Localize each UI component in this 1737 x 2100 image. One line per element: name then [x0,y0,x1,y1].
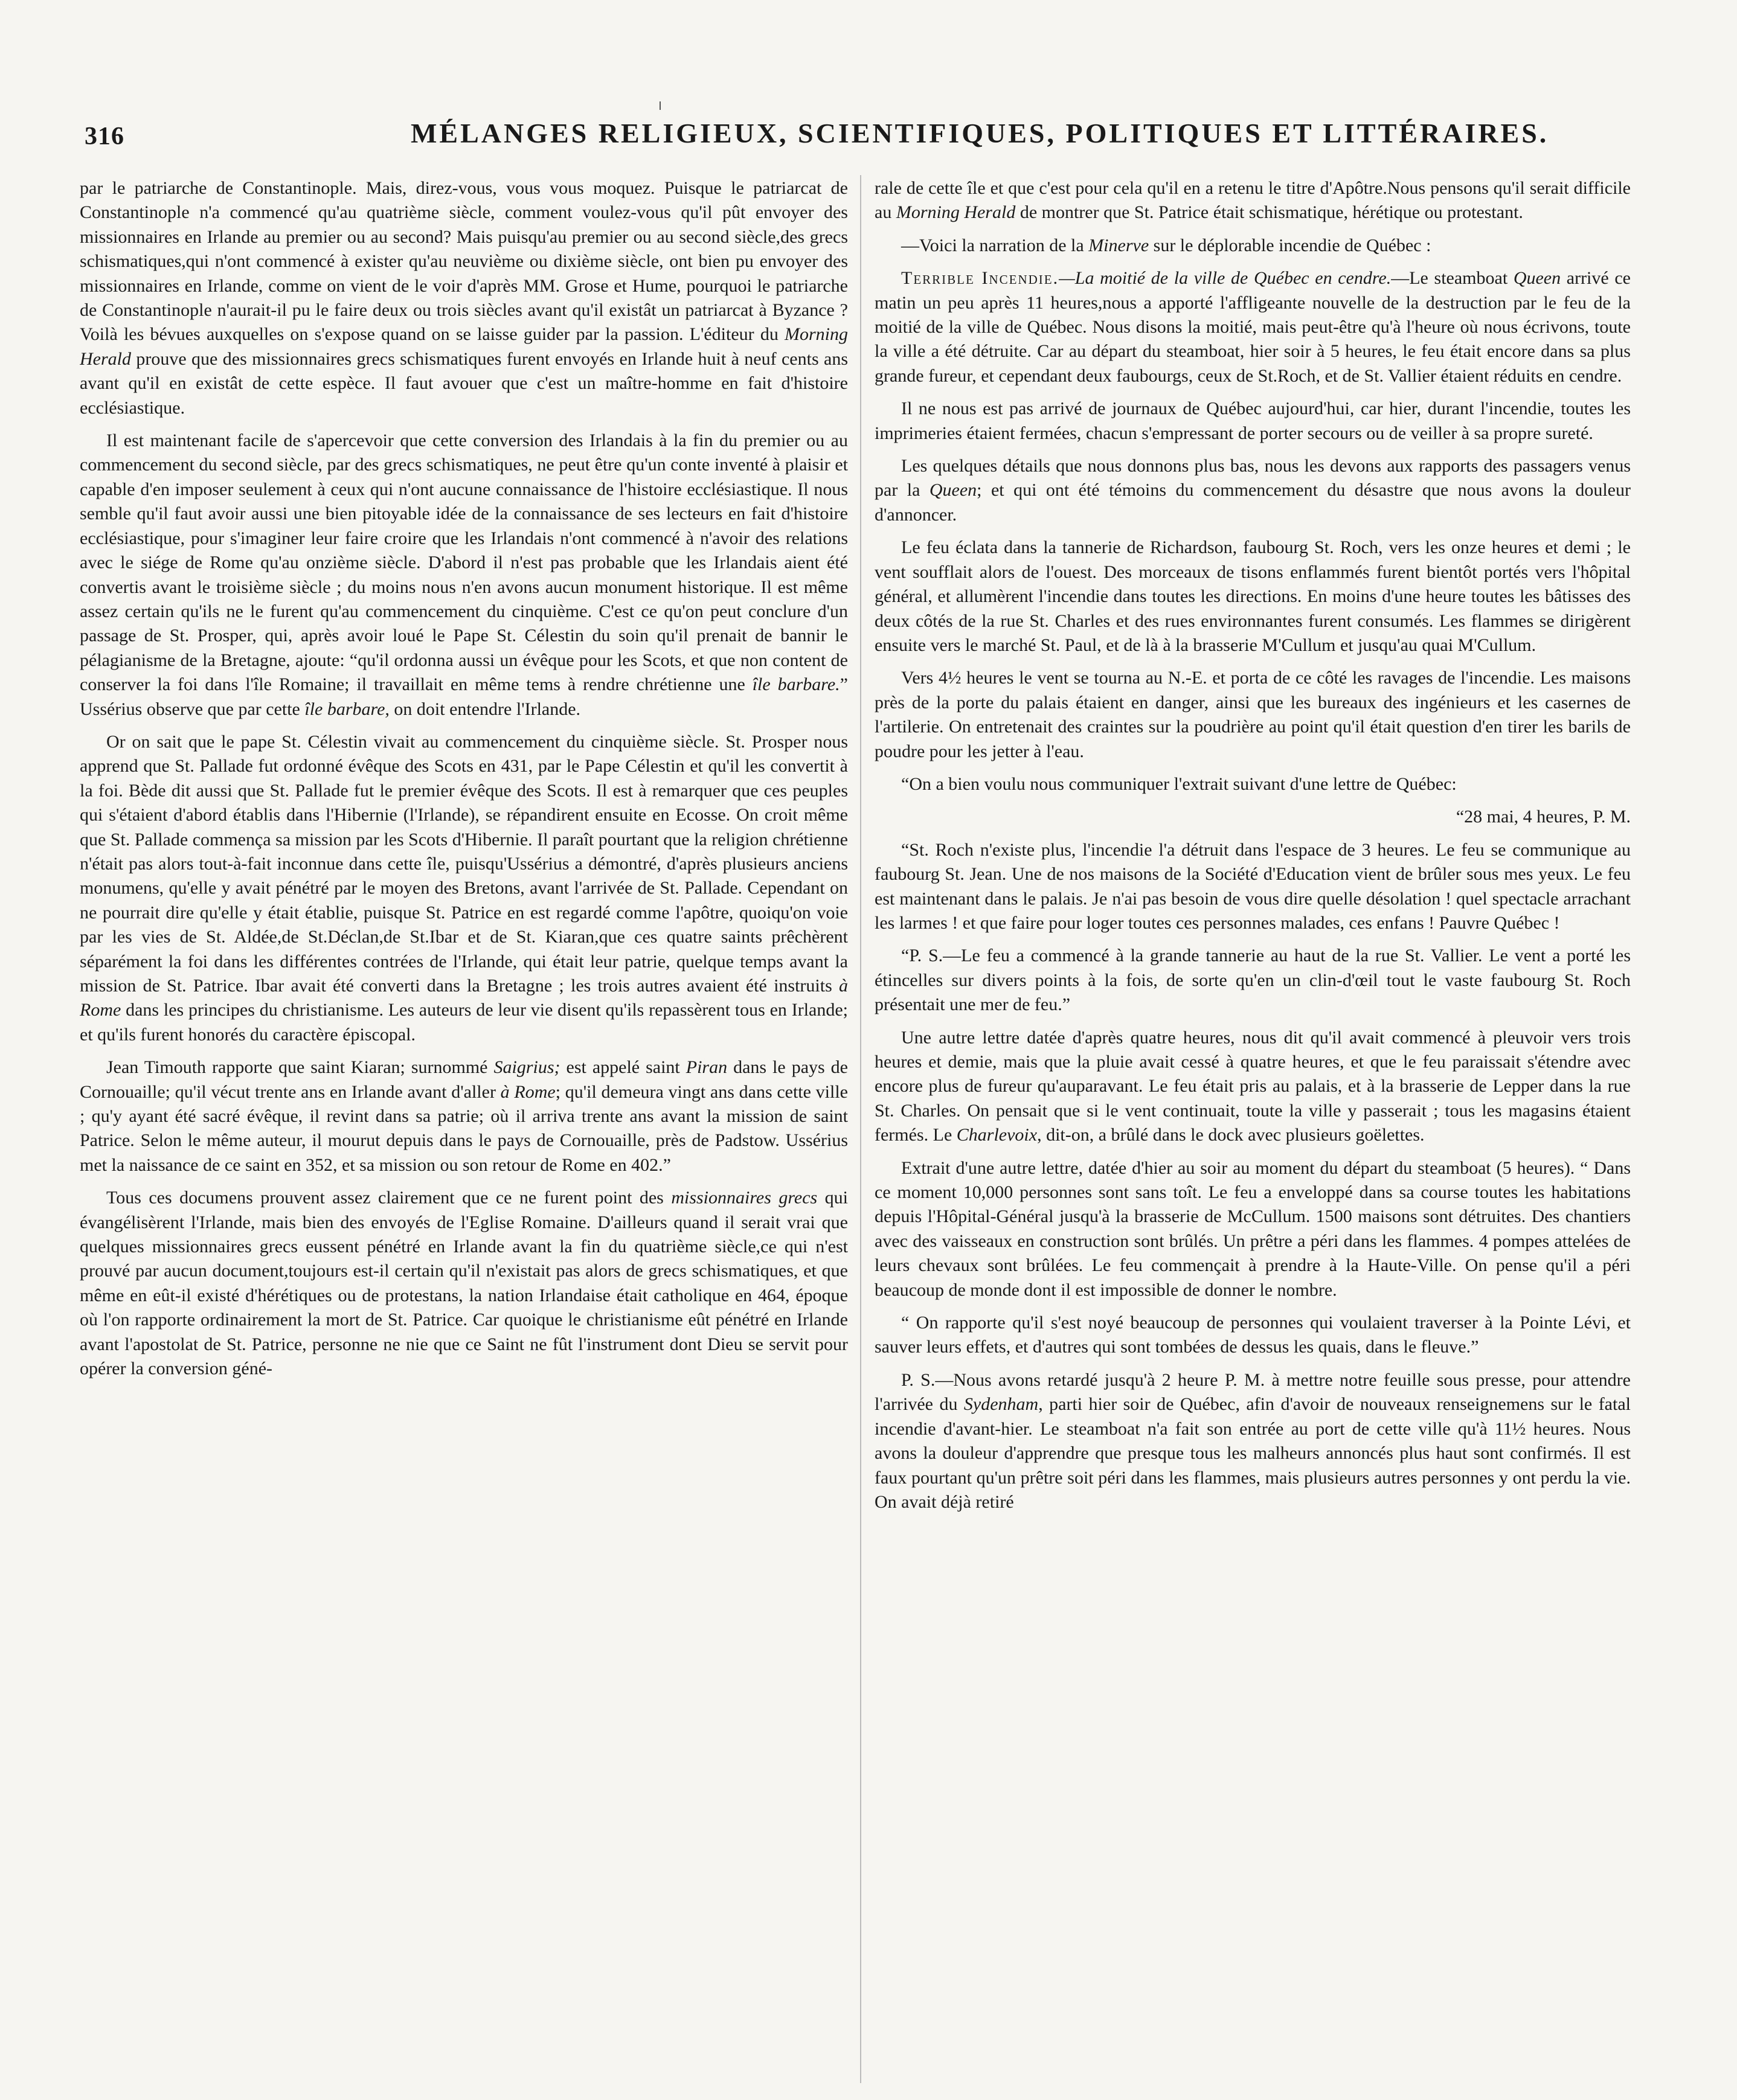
left-column [80,176,848,2048]
paragraph: “P. S.—Le feu a commencé à la grande tannerie au haut de la rue St. Vallier. Le vent a porté les étincelles sur divers points à la fois, de sorte qu'en un clin-d'œil tout le vaste faubourg St. Roch présentait une mer de feu.” [875,946,1631,1015]
paragraph: Le feu éclata dans la tannerie de Richardson, faubourg St. Roch, vers les onze heures et demi ; le vent soufflait alors de l'ouest. Des morceaux de tisons enflammés furent bientôt portés vers l'hôpital général, et allumèrent l'incendie dans toutes les directions. En moins d'une heure toutes les bâtisses des deux côtés de la rue St. Charles et des rues environnantes furent consumés. Les flammes se dirigèrent ensuite vers le marché St. Paul, et de là à la brasserie M'Cullum et jusqu'au quai M'Cullum. [875,537,1631,655]
paragraph: rale de cette île et que c'est pour cela qu'il en a retenu le titre d'Apôtre.Nous pensons qu'il serait difficile au Morning Herald de montrer que St. Patrice était schismatique, hérétique ou protestant. [875,178,1631,223]
page-header [72,116,1619,158]
right-column [875,176,1631,2060]
page-number: 316 [85,123,124,150]
letter-dateline: “28 mai, 4 heures, P. M. [1456,807,1631,827]
paragraph: Il ne nous est pas arrivé de journaux de Québec aujourd'hui, car hier, durant l'incendie, toutes les imprimeries étaient fermées, chacun s'empressant de porter secours ou de veiller à sa propre sureté. [875,399,1631,443]
paragraph: Jean Timouth rapporte que saint Kiaran; surnommé Saigrius; est appelé saint Piran dans le pays de Cornouaille; qu'il vécut trente ans en Irlande avant d'aller à Rome; qu'il demeura vingt ans dans cette ville ; qu'y ayant été sacré évêque, il revint dans sa patrie; où il arriva trente ans avant la mission de saint Patrice. Selon le même auteur, il mourut depuis dans le pays de Cornouaille, près de Padstow. Ussérius met la naissance de ce saint en 352, et sa mission ou son retour de Rome en 402.” [80,1057,848,1175]
paragraph: par le patriarche de Constantinople. Mais, direz-vous, vous vous moquez. Puisque le patriarcat de Constantinople n'a commencé qu'au quatrième siècle, comment voulez-vous qu'il pût envoyer des missionnaires en Irlande au premier ou au second? Mais puisqu'au premier ou au second siècle,des grecs schismatiques,qui n'ont commencé à exister qu'au neuvième ou dixième siècle, ont bien pu envoyer des missionnaires en Irlande, comme on vient de le voir d'après MM. Grose et Hume, pourquoi le patriarche de Constantinople n'aurait-il pu le faire deux ou trois siècles avant qu'il existât un patriarcat à Byzance ? Voilà les bévues auxquelles on s'expose quand on se laisse guider par la passion. L'éditeur du Morning Herald prouve que des missionnaires grecs schismatiques furent envoyés en Irlande huit à neuf cents ans avant qu'il en existât de cette espèce. Il faut avouer que c'est un maître-homme en fait d'histoire ecclésiastique. [80,178,848,418]
paragraph: P. S.—Nous avons retardé jusqu'à 2 heure P. M. à mettre notre feuille sous presse, pour attendre l'arrivée du Sydenham, parti hier soir de Québec, afin d'avoir de nouveaux renseignemens sur le fatal incendie d'avant-hier. Le steamboat n'a fait son entrée au port de cette ville qu'à 11½ heures. Nous avons la douleur d'apprendre que presque tous les malheurs annoncés plus haut sont confirmés. Il est faux pourtant qu'un prêtre soit péri dans les flammes, mais plusieurs autres personnes y ont perdu la vie. On avait déjà retiré [875,1369,1631,1512]
print-mark [660,101,661,110]
paragraph: Tous ces documens prouvent assez clairement que ce ne furent point des missionnaires grecs qui évangélisèrent l'Irlande, mais bien des envoyés de l'Eglise Romaine. D'ailleurs quand il serait vrai que quelques missionnaires grecs eussent pénétré en Irlande avant la fin du quatrième siècle,ce qui n'est prouvé par aucun document,toujours est-il certain qu'il n'existait pas alors de grecs schismatiques, et que même en eût-il existé d'hérétiques ou de protestans, la nation Irlandaise était catholique en 464, époque où l'on rapporte ordinairement la mort de St. Patrice. Car quoique le christianisme eût pénétré en Irlande avant l'apostolat de St. Patrice, personne ne nie que ce Saint ne fût l'instrument dont Dieu se servit pour opérer la conversion géné- [80,1188,848,1379]
paragraph: “St. Roch n'existe plus, l'incendie l'a détruit dans l'espace de 3 heures. Le feu se communique au faubourg St. Jean. Une de nos maisons de la Société d'Education vient de brûler sous mes yeux. Le feu est maintenant dans le palais. Je n'ai pas besoin de vous dire quelle désolation ! quel spectacle arrachant les larmes ! et que faire pour loger toutes ces personnes malades, ces enfans ! Pauvre Québec ! [875,839,1631,933]
paragraph: Or on sait que le pape St. Célestin vivait au commencement du cinquième siècle. St. Prosper nous apprend que St. Pallade fut ordonné évêque des Scots en 431, par le Pape Célestin et qu'il les convertit à la foi. Bède dit aussi que St. Pallade fut le premier évêque des Scots. Il est à remarquer que ces peuples qui s'étaient d'abord établis dans l'Hibernie (l'Irlande), se répandirent ensuite en Ecosse. On croit même que St. Pallade commença sa mission par les Scots d'Hibernie. Il paraît pourtant que la religion chrétienne n'était pas alors tout-à-fait inconnue dans cette île, puisqu'Ussérius a démontré, d'après plusieurs anciens monumens, qu'elle y avait pénétré par le moyen des Bretons, avant l'arrivée de St. Pallade. Cependant on ne pourrait dire qu'elle y était établie, puisque St. Patrice en est regardé comme l'apôtre, quoiqu'on voie par les vies de St. Aldée,de St.Déclan,de St.Ibar et de St. Kiaran,que ces quatre saints prêchèrent séparément la foi dans les différentes contrées de l'Irlande, qui était leur patrie, quelque temps avant la mission de St. Patrice. Ibar avait été converti dans la Bretagne ; les trois autres avaient été instruits à Rome dans les principes du christianisme. Les auteurs de leur vie disent qu'ils repassèrent tous en Irlande; et qu'ils furent honorés du caractère épiscopal. [80,731,848,1045]
running-title: MÉLANGES RELIGIEUX, SCIENTIFIQUES, POLITIQUES ET LITTÉRAIRES. [411,118,1549,149]
paragraph: Les quelques détails que nous donnons plus bas, nous les devons aux rapports des passagers venus par la Queen; et qui ont été témoins du commencement du désastre que nous avons la douleur d'annoncer. [875,456,1631,525]
paragraph: “On a bien voulu nous communiquer l'extrait suivant d'une lettre de Québec: [901,773,1457,794]
article-headline: Terrible Incendie.—La moitié de la ville de Québec en cendre.—Le steamboat Queen arrivé ce matin un peu après 11 heures,nous a apporté l'affligeante nouvelle de la destruction par le feu de la moitié de la ville de Québec. Nous disons la moitié, mais peut-être qu'à l'heure où nous écrivons, toute la ville a été détruite. Car au départ du steamboat, hier soir à 5 heures, le feu était encore dans sa plus grande fureur, et cependant deux faubourgs, ceux de St.Roch, et de St. Vallier étaient réduits en cendre. [875,268,1631,386]
paragraph: Une autre lettre datée d'après quatre heures, nous dit qu'il avait commencé à pleuvoir vers trois heures et demie, mais que la pluie avait cessé à quatre heures, et que le feu paraissait s'étendre avec encore plus de fureur qu'auparavant. Le feu était pris au palais, et à la brasserie de Lepper dans la rue St. Charles. On pensait que si le vent continuait, toute la ville y passerait ; tous les magasins étaient fermés. Le Charlevoix, dit-on, a brûlé dans le dock avec plusieurs goëlettes. [875,1027,1631,1145]
paragraph: Il est maintenant facile de s'apercevoir que cette conversion des Irlandais à la fin du premier ou au commencement du second siècle, par des grecs schismatiques, ne peut être qu'un conte inventé à plaisir et capable d'en imposer seulement à ceux qui n'ont aucune connaissance de l'histoire ecclésiastique. Il nous semble qu'il faut avoir aussi une bien pitoyable idée de la connaissance de ses lecteurs en fait d'histoire ecclésiastique, pour s'imaginer leur faire croire que les Irlandais n'ont commencé à n'avoir des relations avec le siége de Rome qu'au onzième siècle. D'abord il n'est pas probable que les Irlandais aient été convertis avant le troisième siècle ; du moins nous n'en avons aucun monument historique. Il est même assez certain qu'ils ne le furent qu'au commencement du cinquième. C'est ce qu'on peut conclure d'un passage de St. Prosper, qui, après avoir loué le Pape St. Célestin du soin qu'il prenait de bannir le pélagianisme de la Bretagne, ajoute: “qu'il ordonna aussi un évêque pour les Scots, et que non content de conserver la foi dans l'île Romaine; il travaillait en même tems à rendre chrétienne une île barbare.” Ussérius observe que par cette île barbare, on doit entendre l'Irlande. [80,431,848,719]
paragraph: Extrait d'une autre lettre, datée d'hier au soir au moment du départ du steamboat (5 heures). “ Dans ce moment 10,000 personnes sont sans toît. Le feu a enveloppé dans sa course toutes les habitations depuis l'Hôpital-Général jusqu'à la brasserie de McCullum. 1500 maisons sont détruites. Des chantiers avec des vaisseaux en construction sont brûlés. Un prêtre a péri dans les flammes. 4 pompes attelées de leurs chevaux sont brûlées. Le feu commençait à prendre à la Haute-Ville. On pense qu'il a péri beaucoup de monde dont il est impossible de donner le nombre. [875,1157,1631,1300]
paragraph: Vers 4½ heures le vent se tourna au N.-E. et porta de ce côté les ravages de l'incendie. Les maisons près de la porte du palais étaient en danger, ainsi que les bureaux des ingénieurs et les casernes de l'artilerie. On entretenait des craintes sur la poudrière au point qu'il était question d'en tirer les barils de poudre pour les jetter à l'eau. [875,668,1631,761]
paragraph: “ On rapporte qu'il s'est noyé beaucoup de personnes qui voulaient traverser à la Pointe Lévi, et sauver leurs effets, et d'autres qui sont tombées de dessus les quais, dans le fleuve.” [875,1313,1631,1357]
column-divider [860,175,861,2083]
paragraph: —Voici la narration de la Minerve sur le déplorable incendie de Québec : [901,235,1431,255]
